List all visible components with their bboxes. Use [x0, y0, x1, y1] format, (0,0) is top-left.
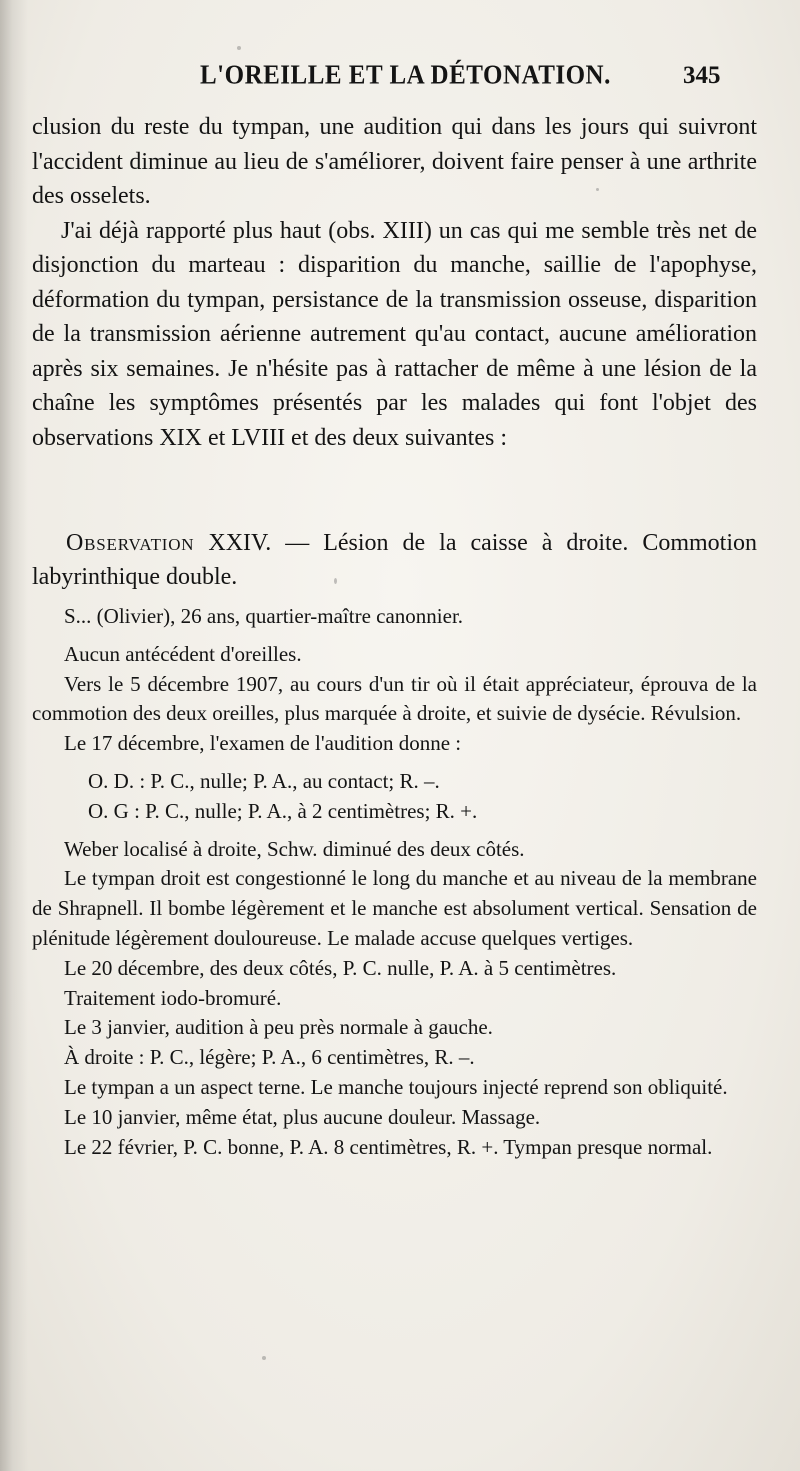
observation-heading [32, 526, 757, 594]
tympan-aspect-paragraph: Le tympan a un aspect terne. Le manche toujours injecté reprend son obliquité. [64, 1074, 728, 1099]
dec20-paragraph: Le 20 décembre, des deux côtés, P. C. nulle, P. A. à 5 centimètres. [64, 955, 617, 980]
history-paragraph: Vers le 5 décembre 1907, au cours d'un tir où il était appréciateur, éprouva de la commotion des deux oreilles, plus marquée à droite, et suivie de dysécie. Révulsion. [32, 671, 757, 726]
exam-intro: Le 17 décembre, l'examen de l'audition donne : [64, 731, 462, 756]
observation-number: XXIV. [208, 530, 272, 556]
print-speck [334, 578, 337, 584]
print-speck [262, 1356, 266, 1360]
exam-left-ear: O. G : P. C., nulle; P. A., à 2 centimètres; R. +. [88, 798, 478, 823]
print-speck [596, 188, 599, 191]
weber-line: Weber localisé à droite, Schw. diminué des deux côtés. [64, 836, 525, 861]
jan3-line: Le 3 janvier, audition à peu près normale à gauche. [64, 1015, 493, 1040]
running-title: L'OREILLE ET LA DÉTONATION. [200, 60, 611, 91]
page-header [0, 60, 800, 100]
observation-label: Observation [66, 530, 195, 556]
jan10-line: Le 10 janvier, même état, plus aucune douleur. Massage. [64, 1104, 541, 1129]
print-speck [237, 46, 241, 50]
patient-line: S... (Olivier), 26 ans, quartier-maître canonnier. [64, 604, 464, 628]
observation-body [32, 602, 757, 1162]
antecedents-line: Aucun antécédent d'oreilles. [64, 641, 302, 666]
tympan-paragraph: Le tympan droit est congestionné le long du manche et au niveau de la membrane de Shrapnell. Il bombe légèrement et le manche est absolument vertical. Sensation de plénitude légèrement douloureuse. Le malade accuse quelques vertiges. [32, 866, 757, 950]
paragraph: clusion du reste du tympan, une audition qui dans les jours qui suivront l'accident diminue au lieu de s'améliorer, doivent faire penser à une arthrite des osselets. [32, 114, 757, 209]
paragraph: J'ai déjà rapporté plus haut (obs. XIII) un cas qui me semble très net de disjonction du marteau : disparition du manche, saillie de l'apophyse, déformation du tympan, persistance de la transmission osseuse, disparition de la transmission aérienne autrement qu'au contact, aucune amélioration après six semaines. Je n'hésite pas à rattacher de même à une lésion de la chaîne les symptômes présentés par les malades qui font l'objet des observations XIX et LVIII et des deux suivantes : [32, 217, 757, 451]
main-text [32, 110, 757, 455]
page-number: 345 [683, 62, 721, 89]
treatment-line: Traitement iodo-bromuré. [64, 985, 282, 1010]
exam-right-ear: O. D. : P. C., nulle; P. A., au contact; R. –. [88, 768, 440, 793]
page-edge-shadow [0, 0, 28, 1471]
observation-title: — Lésion de la caisse à droite. Commotion labyrinthique double. [32, 530, 758, 590]
feb22-paragraph: Le 22 février, P. C. bonne, P. A. 8 centimètres, R. +. Tympan presque normal. [64, 1134, 713, 1159]
jan3-right-line: À droite : P. C., légère; P. A., 6 centimètres, R. –. [64, 1045, 475, 1070]
